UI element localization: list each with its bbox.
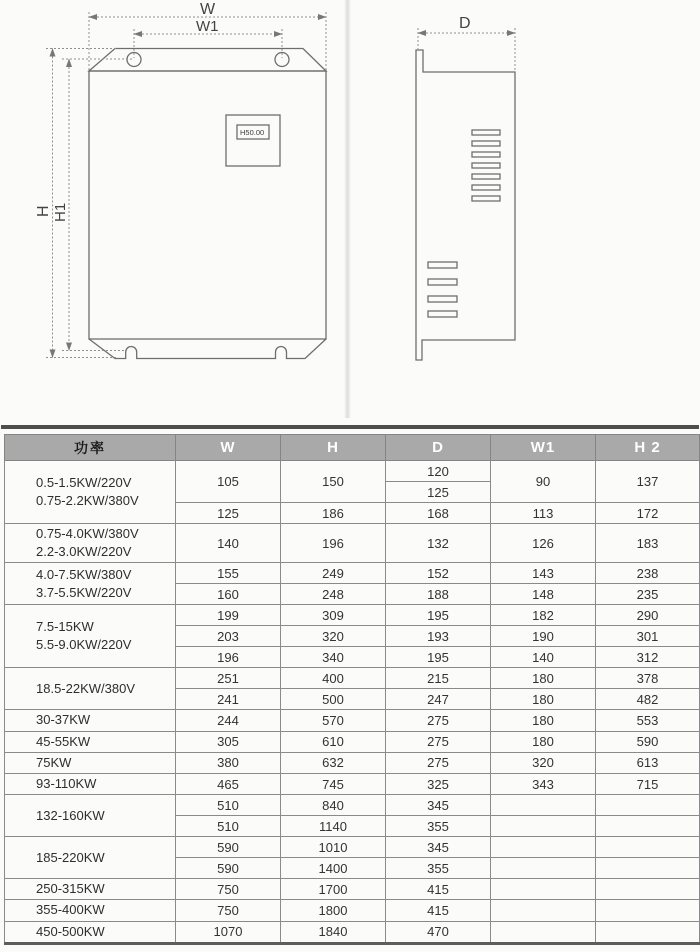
- dim-cell: 140: [491, 647, 596, 668]
- dim-cell: 1800: [281, 900, 386, 921]
- dim-cell: 301: [596, 626, 700, 647]
- power-label-line: 5.5-9.0KW/220V: [36, 637, 132, 653]
- dim-cell: 325: [386, 773, 491, 794]
- dim-cell: 195: [386, 605, 491, 626]
- dim-cell: 125: [386, 482, 491, 503]
- dim-cell: 613: [596, 752, 700, 773]
- dimension-table-section: [0, 425, 700, 945]
- dim-cell: [596, 816, 700, 837]
- power-label-line: 450-500KW: [36, 923, 105, 939]
- dim-cell: 355: [386, 816, 491, 837]
- dim-cell: 235: [596, 584, 700, 605]
- dim-cell: 180: [491, 710, 596, 731]
- dim-cell: 345: [386, 837, 491, 858]
- power-label-line: 18.5-22KW/380V: [36, 680, 136, 696]
- dim-cell: 168: [386, 503, 491, 524]
- header-w: W: [176, 435, 281, 461]
- dim-cell: [596, 837, 700, 858]
- table-row: [5, 752, 700, 773]
- dim-cell: 343: [491, 773, 596, 794]
- power-label-line: 0.75-2.2KW/380V: [36, 493, 139, 508]
- power-label-line: 30-37KW: [36, 712, 91, 728]
- dim-cell: 148: [491, 584, 596, 605]
- dim-cell: 150: [281, 461, 386, 503]
- dim-cell: 275: [386, 710, 491, 731]
- dim-cell: 320: [281, 626, 386, 647]
- dim-cell: 215: [386, 668, 491, 689]
- power-label-line: 45-55KW: [36, 733, 91, 749]
- side-vents-upper: [472, 130, 500, 201]
- dim-cell: 1010: [281, 837, 386, 858]
- dim-cell: 340: [281, 647, 386, 668]
- dim-cell: 1140: [281, 816, 386, 837]
- dim-cell: 750: [176, 900, 281, 921]
- dim-cell: [596, 795, 700, 816]
- table-row: [5, 900, 700, 921]
- dim-cell: 126: [491, 524, 596, 563]
- dim-cell: 196: [176, 647, 281, 668]
- dim-cell: 186: [281, 503, 386, 524]
- dim-cell: 193: [386, 626, 491, 647]
- dim-cell: 590: [596, 731, 700, 752]
- table-row: [5, 524, 700, 563]
- dim-cell: [596, 879, 700, 900]
- power-cell: [5, 563, 176, 605]
- table-row: [5, 731, 700, 752]
- dim-cell: 188: [386, 584, 491, 605]
- power-label-line: 7.5-15KW: [36, 619, 94, 635]
- table-row: [5, 837, 700, 858]
- power-label-line: 250-315KW: [36, 881, 105, 897]
- dim-cell: [491, 900, 596, 921]
- dim-cell: 247: [386, 689, 491, 710]
- scan-artifact: [344, 0, 351, 418]
- dim-cell: 312: [596, 647, 700, 668]
- power-label-line: 2.2-3.0KW/220V: [36, 544, 132, 560]
- dim-cell: 482: [596, 689, 700, 710]
- dim-cell: 180: [491, 668, 596, 689]
- dim-cell: 105: [176, 461, 281, 503]
- dim-cell: 465: [176, 773, 281, 794]
- power-cell: [5, 668, 176, 710]
- dim-cell: 290: [596, 605, 700, 626]
- header-w1: W1: [491, 435, 596, 461]
- dim-cell: [491, 816, 596, 837]
- table-row: [5, 795, 700, 816]
- dim-cell: 1070: [176, 921, 281, 943]
- dim-cell: 610: [281, 731, 386, 752]
- table-header-row: [5, 435, 700, 461]
- dim-cell: 355: [386, 858, 491, 879]
- dim-cell: 1400: [281, 858, 386, 879]
- side-view-dimensions: [418, 28, 515, 71]
- dim-cell: 113: [491, 503, 596, 524]
- dim-cell: 275: [386, 752, 491, 773]
- dim-cell: 125: [176, 503, 281, 524]
- dim-cell: 203: [176, 626, 281, 647]
- header-power: 功率: [5, 435, 176, 461]
- side-vents-lower: [428, 262, 457, 317]
- side-outline: [416, 50, 515, 360]
- dim-cell: [596, 858, 700, 879]
- dim-label-h1: H1: [52, 202, 69, 222]
- dim-cell: 510: [176, 795, 281, 816]
- dim-cell: 172: [596, 503, 700, 524]
- power-label-line: 4.0-7.5KW/380V: [36, 566, 132, 582]
- dim-cell: 248: [281, 584, 386, 605]
- power-label-line: 185-220KW: [36, 849, 105, 865]
- power-label-line: 0.5-1.5KW/220V: [36, 474, 132, 490]
- dim-cell: 415: [386, 900, 491, 921]
- front-top-flange: [89, 49, 326, 72]
- dim-cell: 715: [596, 773, 700, 794]
- power-cell: [5, 773, 176, 794]
- dim-cell: 155: [176, 563, 281, 584]
- display-readout: H50.00: [240, 128, 265, 137]
- front-view-dimensions: [46, 12, 326, 358]
- dim-cell: [491, 858, 596, 879]
- power-label-line: 3.7-5.5KW/220V: [36, 584, 132, 600]
- dim-cell: [596, 900, 700, 921]
- dim-cell: 750: [176, 879, 281, 900]
- dim-cell: 183: [596, 524, 700, 563]
- keypad-panel: [226, 115, 280, 166]
- dim-cell: 570: [281, 710, 386, 731]
- dimension-table: [4, 434, 700, 945]
- dim-cell: [596, 921, 700, 943]
- dim-cell: 199: [176, 605, 281, 626]
- dim-cell: 120: [386, 461, 491, 482]
- power-cell: [5, 710, 176, 731]
- front-view-drawing: [89, 49, 326, 359]
- dim-cell: 1700: [281, 879, 386, 900]
- dim-cell: 305: [176, 731, 281, 752]
- front-body: [89, 71, 326, 339]
- side-view-drawing: [416, 50, 515, 360]
- dim-cell: 137: [596, 461, 700, 503]
- power-cell: [5, 900, 176, 921]
- dim-cell: [491, 837, 596, 858]
- dim-cell: 415: [386, 879, 491, 900]
- dim-cell: 180: [491, 731, 596, 752]
- dim-cell: 510: [176, 816, 281, 837]
- table-row: [5, 879, 700, 900]
- power-cell: [5, 605, 176, 668]
- table-row: [5, 668, 700, 689]
- header-h2: H 2: [596, 435, 700, 461]
- table-top-rule: [1, 425, 699, 429]
- power-cell: [5, 837, 176, 879]
- dim-cell: 840: [281, 795, 386, 816]
- dim-cell: 143: [491, 563, 596, 584]
- header-h: H: [281, 435, 386, 461]
- dim-cell: 1840: [281, 921, 386, 943]
- dim-label-w: W: [200, 1, 216, 18]
- power-cell: [5, 879, 176, 900]
- table-row: [5, 921, 700, 943]
- dim-cell: 553: [596, 710, 700, 731]
- power-label-line: 93-110KW: [36, 775, 97, 791]
- dim-cell: 195: [386, 647, 491, 668]
- dim-cell: 320: [491, 752, 596, 773]
- dim-cell: 152: [386, 563, 491, 584]
- power-cell: [5, 524, 176, 563]
- dim-cell: 182: [491, 605, 596, 626]
- header-d: D: [386, 435, 491, 461]
- table-row: [5, 605, 700, 626]
- dim-cell: 590: [176, 837, 281, 858]
- dim-cell: 275: [386, 731, 491, 752]
- dim-cell: 500: [281, 689, 386, 710]
- dim-cell: 470: [386, 921, 491, 943]
- front-bottom-flange: [89, 339, 326, 359]
- dim-cell: 745: [281, 773, 386, 794]
- table-row: [5, 563, 700, 584]
- dim-cell: 345: [386, 795, 491, 816]
- power-label-line: 0.75-4.0KW/380V: [36, 526, 139, 541]
- dim-cell: 378: [596, 668, 700, 689]
- dim-label-d: D: [459, 15, 471, 32]
- dim-cell: 251: [176, 668, 281, 689]
- power-cell: [5, 731, 176, 752]
- dim-cell: [491, 879, 596, 900]
- dim-cell: 90: [491, 461, 596, 503]
- dim-label-h: H: [35, 205, 52, 217]
- table-row: [5, 773, 700, 794]
- dim-cell: 400: [281, 668, 386, 689]
- dim-cell: 590: [176, 858, 281, 879]
- power-cell: [5, 921, 176, 943]
- dim-cell: 238: [596, 563, 700, 584]
- dim-cell: 160: [176, 584, 281, 605]
- dim-cell: [491, 921, 596, 943]
- dim-cell: 190: [491, 626, 596, 647]
- dim-label-w1: W1: [196, 18, 219, 35]
- dim-cell: 140: [176, 524, 281, 563]
- power-cell: [5, 461, 176, 524]
- dim-cell: 196: [281, 524, 386, 563]
- power-label-line: 132-160KW: [36, 807, 105, 823]
- power-label-line: 355-400KW: [36, 902, 105, 918]
- power-cell: [5, 752, 176, 773]
- dim-cell: 249: [281, 563, 386, 584]
- dim-cell: 309: [281, 605, 386, 626]
- dim-cell: 132: [386, 524, 491, 563]
- dim-cell: 380: [176, 752, 281, 773]
- dim-cell: 632: [281, 752, 386, 773]
- power-cell: [5, 795, 176, 837]
- dim-cell: 241: [176, 689, 281, 710]
- power-label-line: 75KW: [36, 754, 72, 770]
- dimension-table-body: [5, 461, 700, 944]
- dim-cell: 180: [491, 689, 596, 710]
- dim-cell: 244: [176, 710, 281, 731]
- table-row: [5, 461, 700, 482]
- table-row: [5, 710, 700, 731]
- dim-cell: [491, 795, 596, 816]
